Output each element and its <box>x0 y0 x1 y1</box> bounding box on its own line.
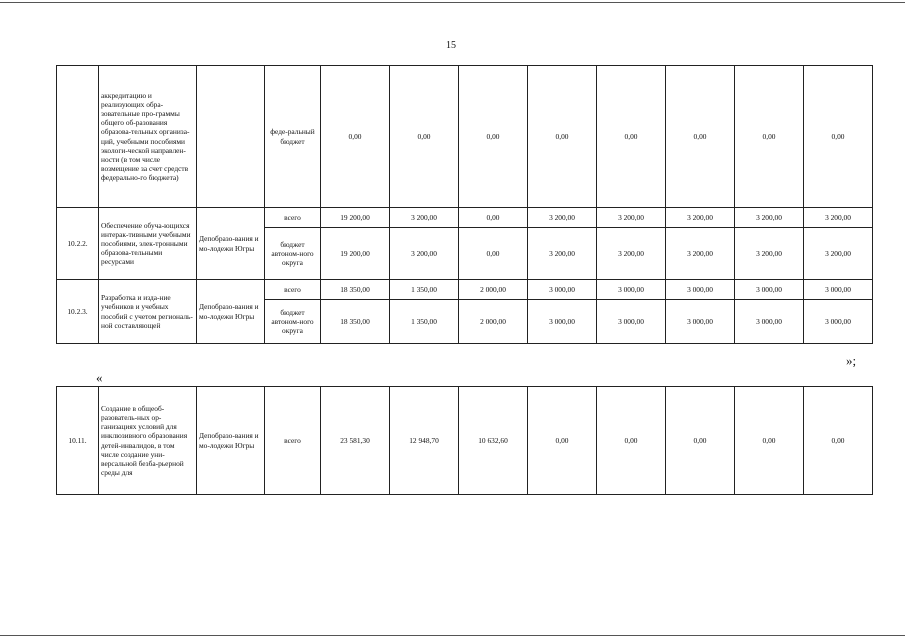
table-row <box>57 387 873 495</box>
value-year: 0,00 <box>804 387 873 495</box>
value-year: 1 350,00 <box>390 300 459 344</box>
value-year: 3 200,00 <box>597 228 666 280</box>
value-year: 3 200,00 <box>528 208 597 228</box>
executor: Депобразо-вания и мо-лодежи Югры <box>197 208 265 280</box>
value-year: 3 200,00 <box>597 208 666 228</box>
value-year: 3 000,00 <box>804 280 873 300</box>
value-year: 0,00 <box>597 66 666 208</box>
value-total: 19 200,00 <box>321 228 390 280</box>
page-bottom-edge <box>0 635 905 636</box>
value-year: 3 000,00 <box>666 300 735 344</box>
executor: Депобразо-вания и мо-лодежи Югры <box>197 387 265 495</box>
measure-name: Разработка и изда-ние учебников и учебных пособий с учетом региональ-ной составляющей <box>99 280 197 344</box>
value-year: 0,00 <box>528 387 597 495</box>
value-year: 3 000,00 <box>597 280 666 300</box>
value-year: 3 000,00 <box>666 280 735 300</box>
row-number: 10.2.2. <box>57 208 99 280</box>
value-year: 0,00 <box>459 208 528 228</box>
value-year: 0,00 <box>528 66 597 208</box>
funding-source: феде-ральный бюджет <box>265 66 321 208</box>
measure-name: Обеспечение обуча-ющихся интерак-тивными учебными пособиями, элек-тронными образова-тельными ресурсами <box>99 208 197 280</box>
value-year: 3 000,00 <box>735 300 804 344</box>
value-year: 0,00 <box>390 66 459 208</box>
row-number: 10.2.3. <box>57 280 99 344</box>
value-year: 2 000,00 <box>459 300 528 344</box>
value-year: 0,00 <box>804 66 873 208</box>
measure-name: аккредитацию и реализующих обра-зовательные про-граммы общего об-разования образова-тельных организа-ций, учебными пособиями экологи-ческой направлен-ности (в том числе возмещение за счет средств федерально-го бюджета) <box>99 66 197 208</box>
value-year: 3 200,00 <box>390 228 459 280</box>
row-number: 10.11. <box>57 387 99 495</box>
value-total: 0,00 <box>321 66 390 208</box>
funding-source: всего <box>265 387 321 495</box>
value-year: 0,00 <box>459 228 528 280</box>
value-year: 0,00 <box>666 387 735 495</box>
row-number <box>57 66 99 208</box>
value-total: 18 350,00 <box>321 300 390 344</box>
value-year: 0,00 <box>597 387 666 495</box>
funding-source: бюджет автоном-ного округа <box>265 228 321 280</box>
value-year: 3 000,00 <box>597 300 666 344</box>
value-year: 0,00 <box>735 387 804 495</box>
executor: Депобразо-вания и мо-лодежи Югры <box>197 280 265 344</box>
value-year: 3 200,00 <box>735 228 804 280</box>
value-year: 3 200,00 <box>666 208 735 228</box>
page-number: 15 <box>446 40 456 51</box>
value-year: 12 948,70 <box>390 387 459 495</box>
value-year: 10 632,60 <box>459 387 528 495</box>
funding-source: всего <box>265 280 321 300</box>
budget-table-amendment <box>56 386 873 495</box>
executor <box>197 66 265 208</box>
value-total: 18 350,00 <box>321 280 390 300</box>
value-year: 0,00 <box>459 66 528 208</box>
table-row <box>57 208 873 228</box>
value-year: 3 200,00 <box>804 228 873 280</box>
value-year: 3 000,00 <box>528 280 597 300</box>
table-row <box>57 280 873 300</box>
value-total: 19 200,00 <box>321 208 390 228</box>
value-total: 23 581,30 <box>321 387 390 495</box>
table-row <box>57 66 873 208</box>
budget-table <box>56 65 873 344</box>
value-year: 3 000,00 <box>804 300 873 344</box>
value-year: 3 200,00 <box>804 208 873 228</box>
funding-source: всего <box>265 208 321 228</box>
closing-quote: »; <box>846 353 857 368</box>
opening-quote: « <box>96 370 103 385</box>
value-year: 3 200,00 <box>666 228 735 280</box>
measure-name: Создание в общеоб-разователь-ных ор-ганизациях условий для инклюзивного образования детей-инвалидов, в том числе создание уни-версальной безба-рьерной среды для <box>99 387 197 495</box>
value-year: 2 000,00 <box>459 280 528 300</box>
value-year: 0,00 <box>666 66 735 208</box>
value-year: 3 200,00 <box>390 208 459 228</box>
value-year: 0,00 <box>735 66 804 208</box>
value-year: 1 350,00 <box>390 280 459 300</box>
page-top-edge <box>0 2 905 3</box>
value-year: 3 200,00 <box>528 228 597 280</box>
funding-source: бюджет автоном-ного округа <box>265 300 321 344</box>
value-year: 3 000,00 <box>528 300 597 344</box>
value-year: 3 200,00 <box>735 208 804 228</box>
value-year: 3 000,00 <box>735 280 804 300</box>
